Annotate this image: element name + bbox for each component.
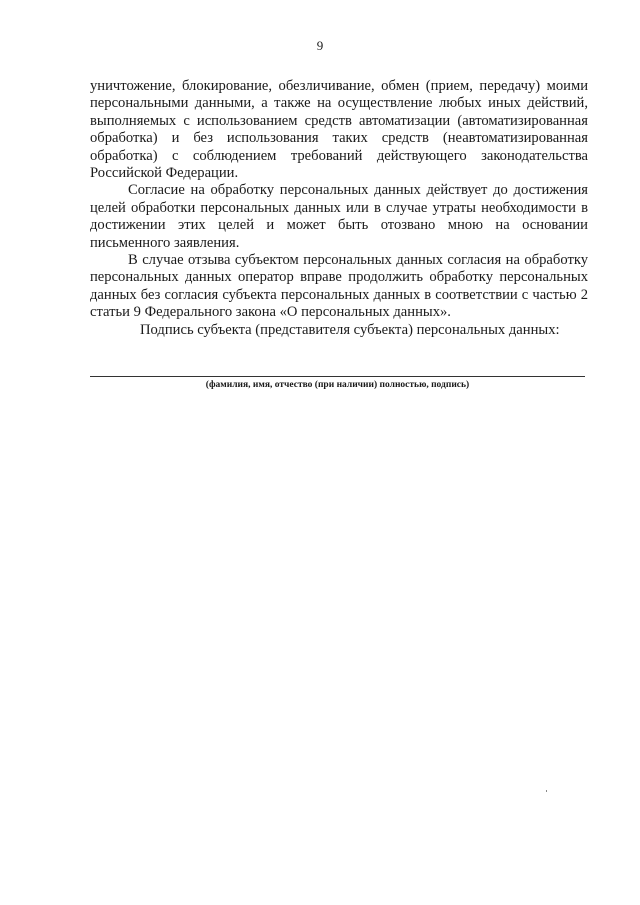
- scan-artifact: [546, 790, 547, 792]
- page-number: 9: [316, 38, 324, 53]
- signature-hint: (фамилия, имя, отчество (при наличии) полностью, подпись): [205, 380, 470, 390]
- document-body: [90, 78, 588, 339]
- signature-label: Подпись субъекта (представителя субъекта) персональных данных:: [140, 321, 560, 338]
- signature-line: [90, 376, 585, 377]
- paragraph-consent-actions: уничтожение, блокирование, обезличивание, обмен (прием, передачу) моими персональными данными, а также на осуществление любых иных действий, выполняемых с использованием средств автоматизации (автоматизированная обработка) и без использования таких средств (неавтоматизированная обработка) с соблюдением требований действующего законодательства Российской Федерации.: [90, 78, 588, 182]
- paragraph-consent-withdrawal: В случае отзыва субъектом персональных данных согласия на обработку персональных данных оператор вправе продолжить обработку персональных данных без согласия субъекта персональных данных в соответствии с частью 2 статьи 9 Федерального закона «О персональных данных».: [90, 252, 588, 321]
- paragraph-consent-validity: Согласие на обработку персональных данных действует до достижения целей обработки персональных данных или в случае утраты необходимости в достижении этих целей и может быть отозвано мною на основании письменного заявления.: [90, 182, 588, 251]
